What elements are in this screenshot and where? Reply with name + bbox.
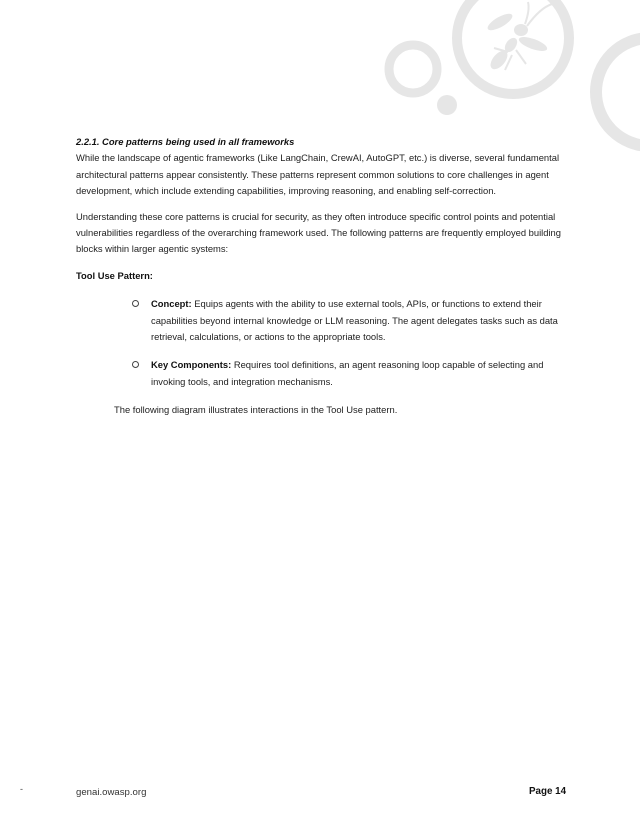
bullet-label: Key Components: xyxy=(151,359,232,371)
hollow-circle-bullet-icon xyxy=(132,300,139,307)
decor-ring-small xyxy=(389,45,437,93)
tool-use-subheading: Tool Use Pattern: xyxy=(76,269,153,281)
footer-url: genai.owasp.org xyxy=(76,787,147,798)
hollow-circle-bullet-icon xyxy=(132,361,139,368)
intro-paragraph: While the landscape of agentic frameworks (Like LangChain, CrewAI, AutoGPT, etc.) is diverse, several fundamental architectural patterns appear consistently. These patterns represent common solutions to core challenges in agent development, which include extending capabilities, improving reasoning, and enabling self-correction. xyxy=(76,152,560,197)
main-content xyxy=(76,134,568,419)
page-number: Page 14 xyxy=(529,786,567,797)
bullet-text: Requires tool definitions, an agent reasoning loop capable of selecting and invoking tools, and integration mechanisms. xyxy=(151,359,544,387)
bullet-concept xyxy=(76,296,568,345)
diagram-caption: The following diagram illustrates interactions in the Tool Use pattern. xyxy=(114,404,398,416)
decor-ring-logo xyxy=(457,0,569,94)
bullet-label: Concept: xyxy=(151,298,192,310)
footer-dash: - xyxy=(20,784,23,794)
section-heading: 2.2.1. Core patterns being used in all frameworks xyxy=(76,136,295,147)
security-paragraph: Understanding these core patterns is crucial for security, as they often introduce specific control points and potential vulnerabilities regardless of the overarching framework used. The following patterns are frequently employed building blocks within larger agentic systems: xyxy=(76,210,561,255)
bullet-key-components xyxy=(76,357,568,390)
decor-dot xyxy=(437,95,457,115)
owasp-wasp-logo-icon xyxy=(485,2,552,72)
decor-ring-large xyxy=(596,38,640,146)
bullet-list xyxy=(76,296,568,390)
bullet-text: Equips agents with the ability to use external tools, APIs, or functions to extend their capabilities beyond internal knowledge or LLM reasoning. The agent delegates tasks such as data retrieval, calculations, or actions to the appropriate tools. xyxy=(151,298,558,343)
